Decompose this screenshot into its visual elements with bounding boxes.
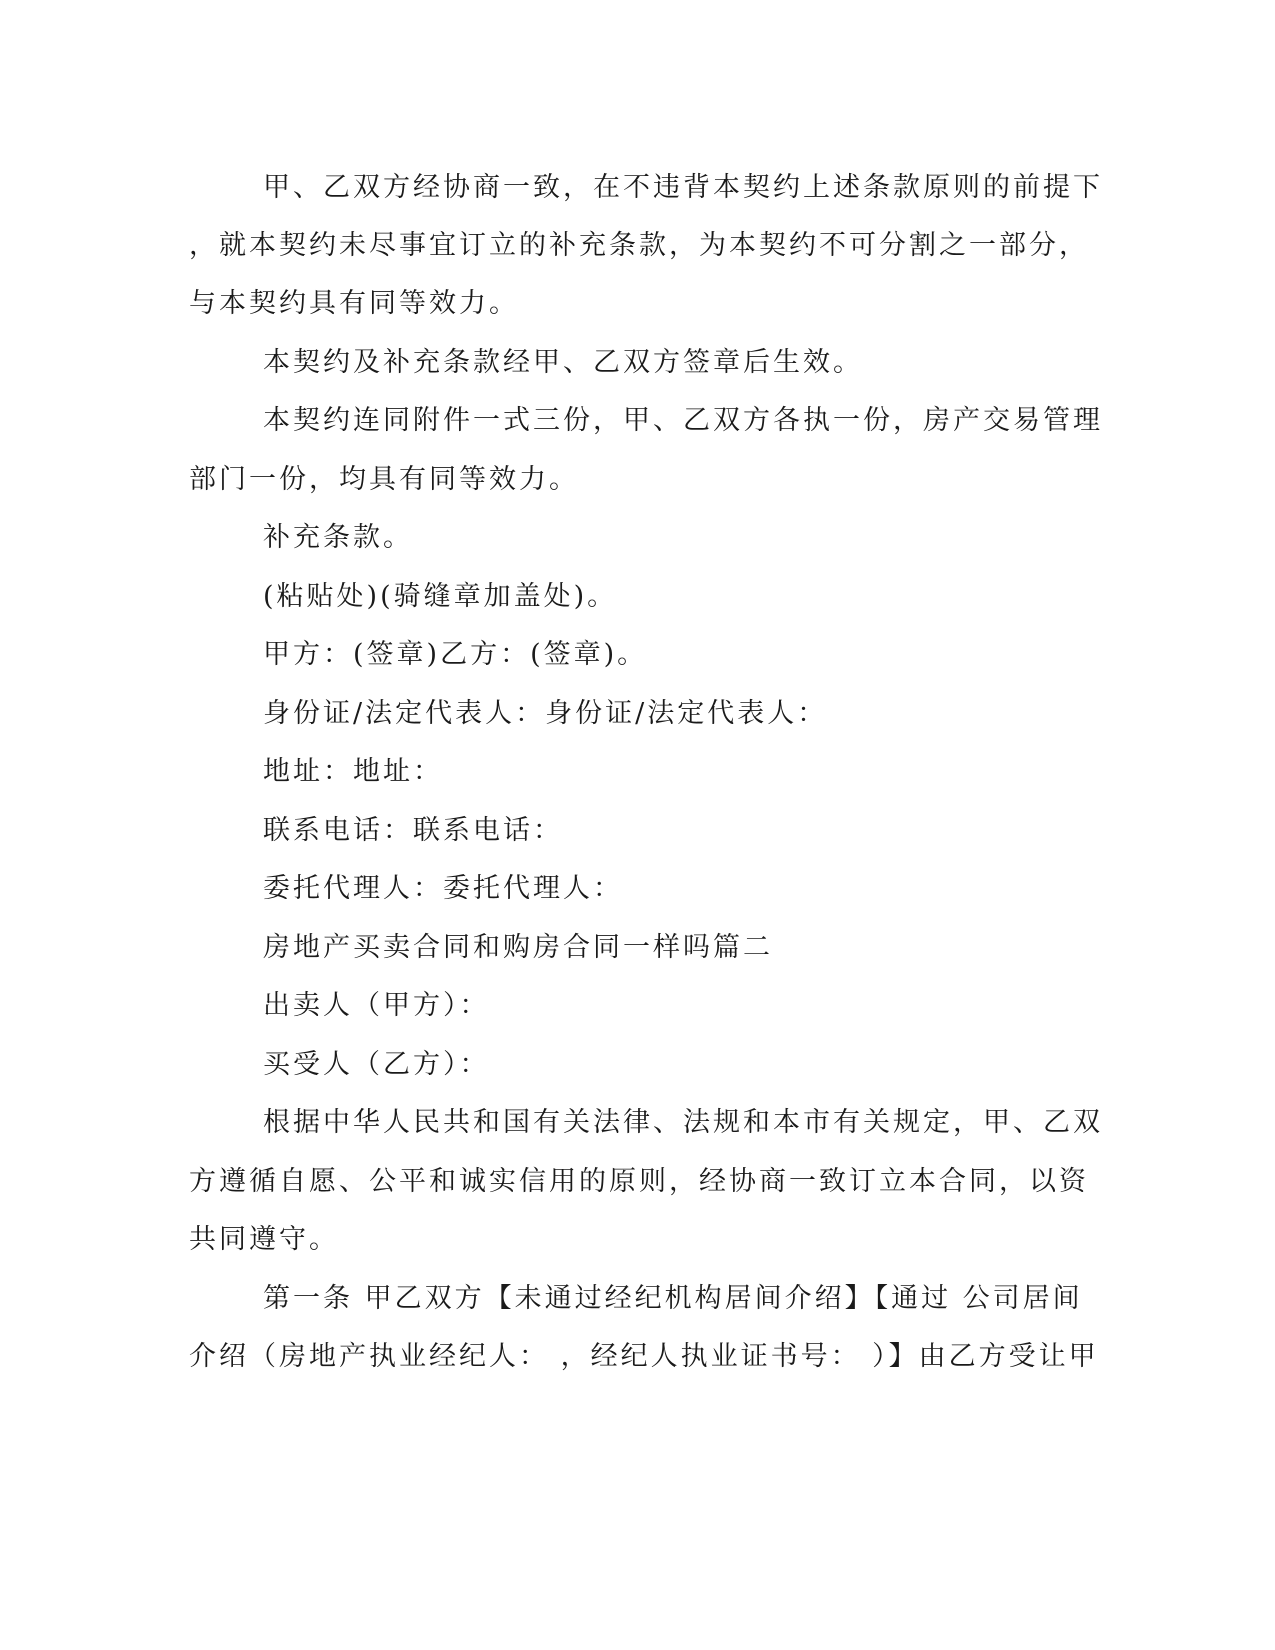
section-label: 补充条款。 [263,522,413,553]
paragraph-line: 共同遵守。 [189,1224,339,1255]
paragraph-line: 本契约连同附件一式三份，甲、乙双方各执一份，房产交易管理 [263,405,1103,436]
paragraph-line: ，就本契约未尽事宜订立的补充条款，为本契约不可分割之一部分， [189,230,1089,261]
paragraph-line: 部门一份，均具有同等效力。 [189,464,579,495]
paragraph-line: 根据中华人民共和国有关法律、法规和本市有关规定，甲、乙双 [263,1107,1103,1138]
section-heading: 房地产买卖合同和购房合同一样吗篇二 [263,932,773,963]
paragraph-line: 本契约及补充条款经甲、乙双方签章后生效。 [263,347,863,378]
paragraph-line: (粘贴处)(骑缝章加盖处)。 [263,581,618,612]
phone-field-line: 联系电话：联系电话： [263,815,563,846]
paragraph-line: 甲、乙双方经协商一致，在不违背本契约上述条款原则的前提下 [263,172,1103,203]
seller-field-line: 出卖人（甲方）： [263,990,490,1021]
id-field-line: 身份证/法定代表人：身份证/法定代表人： [263,698,828,729]
article-line: 第一条 甲乙双方【未通过经纪机构居间介绍】【通过 公司居间 [263,1283,1083,1314]
article-line: 介绍（房地产执业经纪人： ，经纪人执业证书号： ）】由乙方受让甲 [189,1341,1099,1372]
paragraph-line: 与本契约具有同等效力。 [189,288,519,319]
buyer-field-line: 买受人（乙方）： [263,1049,490,1080]
paragraph-line: 方遵循自愿、公平和诚实信用的原则，经协商一致订立本合同，以资 [189,1166,1089,1197]
agent-field-line: 委托代理人：委托代理人： [263,873,623,904]
address-field-line: 地址：地址： [263,756,443,787]
signature-line: 甲方：(签章)乙方：(签章)。 [263,639,648,670]
